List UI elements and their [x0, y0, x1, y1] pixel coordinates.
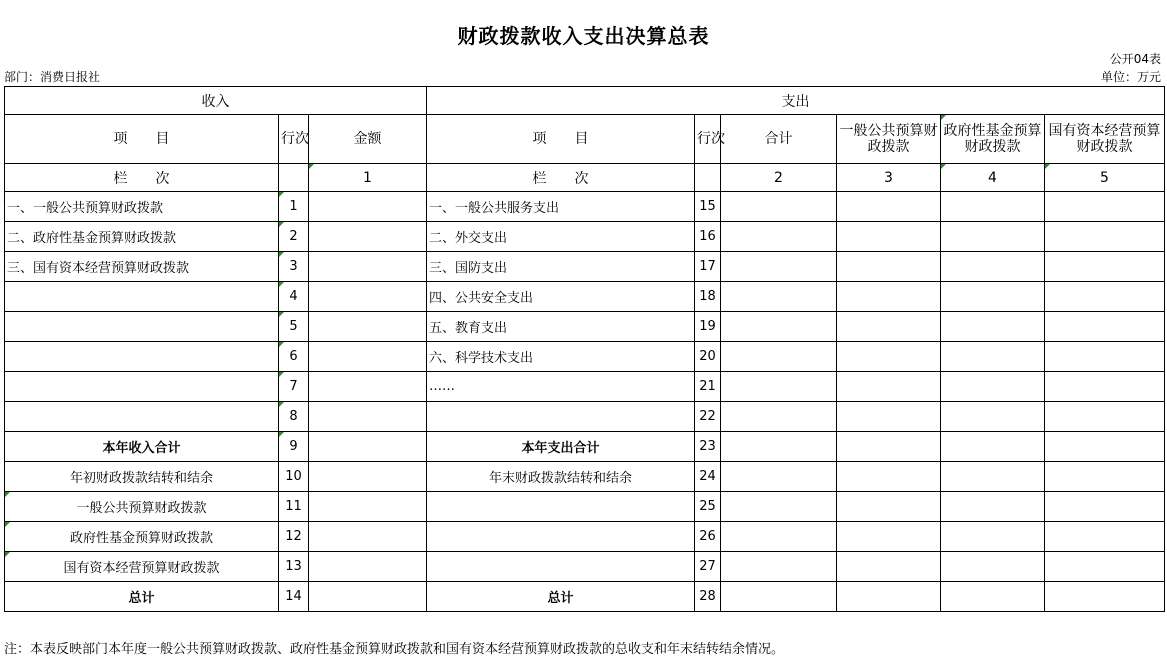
expense-item [427, 552, 695, 582]
income-line-no: 8 [279, 402, 309, 432]
total-cell [721, 402, 837, 432]
table-row [5, 522, 1165, 552]
gov-fund-cell [941, 552, 1045, 582]
income-line-no: 4 [279, 282, 309, 312]
gov-fund-cell [941, 402, 1045, 432]
general-budget-header: 一般公共预算财政拨款 [837, 115, 941, 164]
income-line-no: 5 [279, 312, 309, 342]
state-capital-header: 国有资本经营预算财政拨款 [1045, 115, 1165, 164]
state-capital-cell [1045, 582, 1165, 612]
expense-line-no: 17 [695, 252, 721, 282]
col-number-3: 3 [837, 164, 941, 192]
general-budget-cell [837, 312, 941, 342]
expense-line-no: 21 [695, 372, 721, 402]
income-item: 国有资本经营预算财政拨款 [5, 552, 279, 582]
amount-cell [309, 342, 427, 372]
expense-line-no: 24 [695, 462, 721, 492]
income-item: 二、政府性基金预算财政拨款 [5, 222, 279, 252]
income-group-header: 收入 [5, 87, 427, 115]
state-capital-cell [1045, 462, 1165, 492]
income-item: 三、国有资本经营预算财政拨款 [5, 252, 279, 282]
budget-table [4, 86, 1165, 612]
state-capital-cell [1045, 372, 1165, 402]
department-label: 部门：消费日报社 [4, 70, 101, 84]
col-number-2: 2 [721, 164, 837, 192]
expense-item-header: 项 目 [427, 115, 695, 164]
amount-cell [309, 432, 427, 462]
table-row [5, 552, 1165, 582]
income-line-no: 9 [279, 432, 309, 462]
gov-fund-cell [941, 252, 1045, 282]
income-lanci-label: 栏 次 [5, 164, 279, 192]
col-number-5: 5 [1045, 164, 1165, 192]
table-row [5, 372, 1165, 402]
general-budget-cell [837, 492, 941, 522]
amount-cell [309, 282, 427, 312]
expense-line-no: 19 [695, 312, 721, 342]
state-capital-cell [1045, 522, 1165, 552]
total-cell [721, 492, 837, 522]
income-item [5, 402, 279, 432]
table-row [5, 432, 1165, 462]
income-grand-total-label: 总计 [5, 582, 279, 612]
income-line-no: 6 [279, 342, 309, 372]
general-budget-cell [837, 342, 941, 372]
amount-cell [309, 522, 427, 552]
total-cell [721, 282, 837, 312]
amount-cell [309, 372, 427, 402]
footnote: 注：本表反映部门本年度一般公共预算财政拨款、政府性基金预算财政拨款和国有资本经营预算财政拨款的总收支和年末结转结余情况。 [4, 642, 785, 657]
total-cell [721, 192, 837, 222]
table-row [5, 192, 1165, 222]
gov-fund-cell [941, 462, 1045, 492]
expense-line-no: 23 [695, 432, 721, 462]
state-capital-cell [1045, 552, 1165, 582]
expense-subtotal-label: 本年支出合计 [427, 432, 695, 462]
table-row [5, 402, 1165, 432]
expense-item: 四、公共安全支出 [427, 282, 695, 312]
income-item [5, 282, 279, 312]
expense-item: 一、一般公共服务支出 [427, 192, 695, 222]
total-cell [721, 432, 837, 462]
gov-fund-cell [941, 372, 1045, 402]
gov-fund-cell [941, 492, 1045, 522]
expense-grand-total-label: 总计 [427, 582, 695, 612]
expense-item: 三、国防支出 [427, 252, 695, 282]
expense-item: 二、外交支出 [427, 222, 695, 252]
expense-line-no: 28 [695, 582, 721, 612]
table-row [5, 582, 1165, 612]
expense-line-no: 25 [695, 492, 721, 522]
expense-line-no: 20 [695, 342, 721, 372]
general-budget-cell [837, 432, 941, 462]
expense-item [427, 492, 695, 522]
income-item [5, 312, 279, 342]
total-cell [721, 462, 837, 492]
col-number-4: 4 [941, 164, 1045, 192]
state-capital-cell [1045, 402, 1165, 432]
total-cell [721, 222, 837, 252]
table-row [5, 252, 1165, 282]
income-line-no: 1 [279, 192, 309, 222]
income-item-header: 项 目 [5, 115, 279, 164]
total-cell [721, 522, 837, 552]
total-cell [721, 582, 837, 612]
expense-line-no: 26 [695, 522, 721, 552]
expense-item: 六、科学技术支出 [427, 342, 695, 372]
income-item: 年初财政拨款结转和结余 [5, 462, 279, 492]
amount-cell [309, 582, 427, 612]
total-cell [721, 552, 837, 582]
expense-item [427, 522, 695, 552]
report-title: 财政拨款收入支出决算总表 [457, 24, 710, 48]
general-budget-cell [837, 582, 941, 612]
amount-cell [309, 192, 427, 222]
state-capital-cell [1045, 432, 1165, 462]
general-budget-cell [837, 462, 941, 492]
amount-cell [309, 312, 427, 342]
table-row [5, 222, 1165, 252]
expense-item [427, 402, 695, 432]
unit-label: 单位：万元 [1100, 70, 1161, 84]
gov-fund-header: 政府性基金预算财政拨款 [941, 115, 1045, 164]
income-line-no-header: 行次 [279, 115, 309, 164]
form-number: 公开04表 [1109, 52, 1161, 66]
amount-cell [309, 402, 427, 432]
expense-line-no: 22 [695, 402, 721, 432]
amount-header: 金额 [309, 115, 427, 164]
gov-fund-cell [941, 192, 1045, 222]
state-capital-cell [1045, 192, 1165, 222]
general-budget-cell [837, 402, 941, 432]
income-line-no: 2 [279, 222, 309, 252]
general-budget-cell [837, 222, 941, 252]
expense-item: 五、教育支出 [427, 312, 695, 342]
income-item [5, 372, 279, 402]
income-item [5, 342, 279, 372]
income-line-no: 11 [279, 492, 309, 522]
gov-fund-cell [941, 312, 1045, 342]
income-item: 政府性基金预算财政拨款 [5, 522, 279, 552]
general-budget-cell [837, 522, 941, 552]
total-cell [721, 342, 837, 372]
expense-line-no: 27 [695, 552, 721, 582]
total-cell [721, 312, 837, 342]
amount-cell [309, 222, 427, 252]
income-lanci-blank [279, 164, 309, 192]
general-budget-cell [837, 192, 941, 222]
table-row [5, 312, 1165, 342]
income-line-no: 7 [279, 372, 309, 402]
gov-fund-cell [941, 522, 1045, 552]
state-capital-cell [1045, 222, 1165, 252]
state-capital-cell [1045, 312, 1165, 342]
income-item: 一、一般公共预算财政拨款 [5, 192, 279, 222]
gov-fund-cell [941, 222, 1045, 252]
table-row [5, 492, 1165, 522]
income-item: 一般公共预算财政拨款 [5, 492, 279, 522]
amount-cell [309, 552, 427, 582]
general-budget-cell [837, 372, 941, 402]
state-capital-cell [1045, 342, 1165, 372]
expense-line-no: 15 [695, 192, 721, 222]
expense-item: …… [427, 372, 695, 402]
state-capital-cell [1045, 492, 1165, 522]
general-budget-cell [837, 282, 941, 312]
expense-line-no-header: 行次 [695, 115, 721, 164]
gov-fund-cell [941, 432, 1045, 462]
income-line-no: 13 [279, 552, 309, 582]
expense-group-header: 支出 [427, 87, 1165, 115]
table-row [5, 282, 1165, 312]
income-subtotal-label: 本年收入合计 [5, 432, 279, 462]
amount-cell [309, 252, 427, 282]
table-row [5, 342, 1165, 372]
col-number-1: 1 [309, 164, 427, 192]
gov-fund-cell [941, 342, 1045, 372]
total-header: 合计 [721, 115, 837, 164]
income-line-no: 10 [279, 462, 309, 492]
general-budget-cell [837, 552, 941, 582]
general-budget-cell [837, 252, 941, 282]
income-line-no: 14 [279, 582, 309, 612]
total-cell [721, 252, 837, 282]
expense-line-no: 16 [695, 222, 721, 252]
state-capital-cell [1045, 252, 1165, 282]
gov-fund-cell [941, 582, 1045, 612]
expense-lanci-label: 栏 次 [427, 164, 695, 192]
income-line-no: 3 [279, 252, 309, 282]
gov-fund-cell [941, 282, 1045, 312]
expense-item: 年末财政拨款结转和结余 [427, 462, 695, 492]
amount-cell [309, 462, 427, 492]
table-row [5, 462, 1165, 492]
income-line-no: 12 [279, 522, 309, 552]
total-cell [721, 372, 837, 402]
amount-cell [309, 492, 427, 522]
state-capital-cell [1045, 282, 1165, 312]
expense-lanci-blank [695, 164, 721, 192]
expense-line-no: 18 [695, 282, 721, 312]
